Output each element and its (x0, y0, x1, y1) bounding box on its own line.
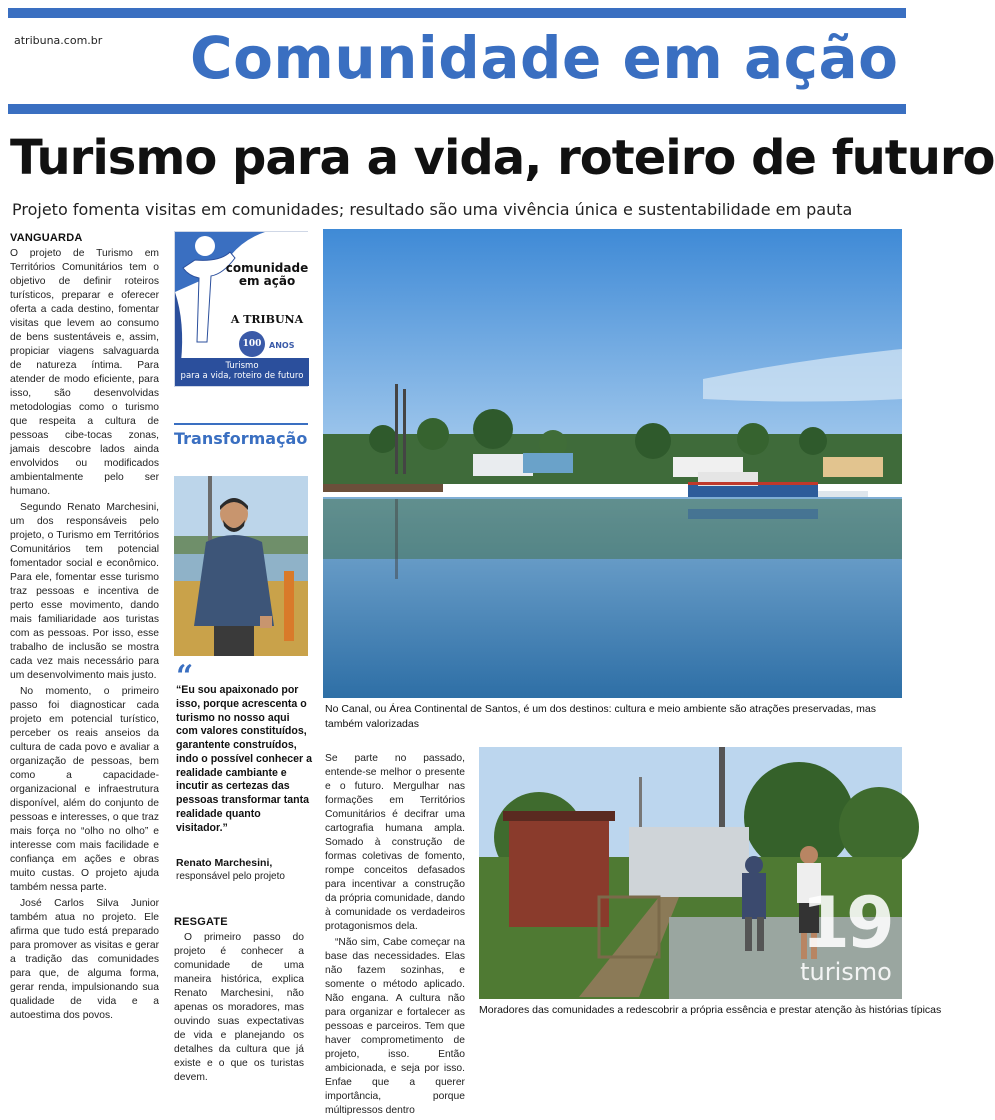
main-photo-caption: No Canal, ou Área Continental de Santos, é um dos destinos: cultura e meio ambiente são atrações preservadas, mas também valorizadas (325, 703, 876, 730)
paragraph: “Não sim, Cabe começar na base das necessidades. Elas não fazem sozinhas, e somente o método aplicado. Não engana. A cultura não para organizar e fortalecer as pessoas e parceiros. Tem que haver comprometimento de projeto, isso. Então ambicionada, e seja por isso. Enfae que a querer importância, porque múltipressos dentro (325, 937, 465, 1116)
article-subhead: Projeto fomenta visitas em comunidades; resultado são uma vivência única e sustentabilidade em pauta (12, 200, 853, 219)
article-column-1 (10, 231, 159, 1025)
tv-watermark-logo (778, 882, 914, 1018)
main-photo-canal (323, 229, 902, 698)
article-column-3 (325, 752, 465, 1120)
logo-footer (175, 358, 309, 386)
watermark-label: turismo (800, 958, 892, 986)
sidebar-heading-block (174, 423, 308, 448)
centenary-badge-icon: 100 (239, 331, 265, 357)
kicker-vanguarda: VANGUARDA (10, 232, 83, 244)
quote-role: responsável pelo projeto (176, 871, 285, 882)
article-column-resgate (174, 915, 304, 1087)
paragraph: Se parte no passado, entende-se melhor o presente e o futuro. Mergulhar nas formações em Territórios Comunitários é decifrar uma cartografia humana ampla. Somado à construção de formas coletivas de fomento, rompe conceitos defasados para incentivar a construção da própria comunidade, dando à comunidade os verdadeiros protagonismos dela. (325, 753, 465, 932)
watermark-number: 19 (801, 882, 891, 964)
paragraph: José Carlos Silva Junior também atua no projeto. Ele afirma que tudo está preparado para promover as visitas e gerar a tradição das comunidades para que, de alguma forma, gerar renda, impulsionando sua qualidade de vida e a autoestima dos povos. (10, 897, 159, 1021)
second-photo-caption: Moradores das comunidades a redescobrir a própria essência e prestar atenção às histórias típicas (479, 1004, 942, 1016)
pull-quote: “Eu sou apaixonado por isso, porque acrescenta o turismo no nosso aqui com valores constituídos, garantente construídos, indo o possível conhecer a realidade cambiante e incutir as certezas das pessoas transformar tanta realidade quanto visitador.” (176, 684, 312, 834)
logo-line-1: comunidade (225, 261, 309, 275)
portrait-image (174, 476, 308, 656)
paragraph: O primeiro passo do projeto é conhecer a comunidade de uma maneira histórica, explica Renato Marchesini, não apenas os moradores, mas ouvindo suas expectativas de vida e planejando os detalhes da cultura que já existe e o que os turistas devem. (174, 931, 304, 1083)
paragraph: O projeto de Turismo em Territórios Comunitários tem o objetivo de definir roteiros turísticos, preparar e oferecer oferta a cada destino, fomentar visitas que levem ao consumo de bens sustentáveis e, assim, propiciar viagens salvaguarda de natureza íntima. Para atender de modo eficiente, para isso, são desenvolvidas metodologias como o turismo que respeita a cultura de pessoas cibe-tocas zonas, jamais descobre lados ainda envolvidos ou modificados ambientalmente pelo ser humano. (10, 247, 159, 497)
centenary-badge-suffix: ANOS (269, 341, 295, 350)
logo-line-2: em ação (238, 274, 296, 289)
header-bottom-bar (8, 104, 906, 114)
comunidade-em-acao-logo (174, 231, 308, 387)
quote-author: Renato Marchesini, (176, 857, 273, 869)
quote-mark-icon: “ (176, 659, 194, 694)
portrait-photo (174, 476, 308, 656)
paragraph: No momento, o primeiro passo foi diagnosticar cada projeto em potencial turístico, perceber os reais anseios da cultura de cada povo e avaliar a organização de pessoas, bem como a capacidade-organizacional e infraestrutura disponível, além do conjunto de pessoas e interesses, o que traz mais força no “olho no olho” e interesse com mais facilidade e confiança em ações e obras muito custas. O projeto ajuda também nessa parte. (10, 685, 159, 893)
logo-title (225, 262, 309, 288)
paragraph: Segundo Renato Marchesini, um dos responsáveis pelo projeto, o Turismo em Territórios Comunitários tem potencial fomentador social e econômico. Para ele, fomentar esse turismo traz pessoas e incentiva de perto esse movimento, dando mais familiaridade aos turistas com as pessoas. Por isso, esse trabalho de inclusão se mostra cada vez mais necessário para um desenvolvimento mais justo. (10, 501, 159, 681)
logo-footer-line-2: para a vida, roteiro de futuro (180, 371, 304, 382)
kicker-resgate: RESGATE (174, 916, 228, 928)
site-url[interactable]: atribuna.com.br (14, 34, 103, 47)
sidebar-heading: Transformação (174, 429, 308, 448)
header-top-bar (8, 8, 906, 18)
article-headline: Turismo para a vida, roteiro de futuro (10, 130, 995, 186)
canal-image (323, 229, 902, 698)
section-title: Comunidade em ação (190, 24, 899, 92)
logo-footer-line-1: Turismo (225, 361, 259, 371)
logo-brand: A TRIBUNA (230, 313, 304, 326)
